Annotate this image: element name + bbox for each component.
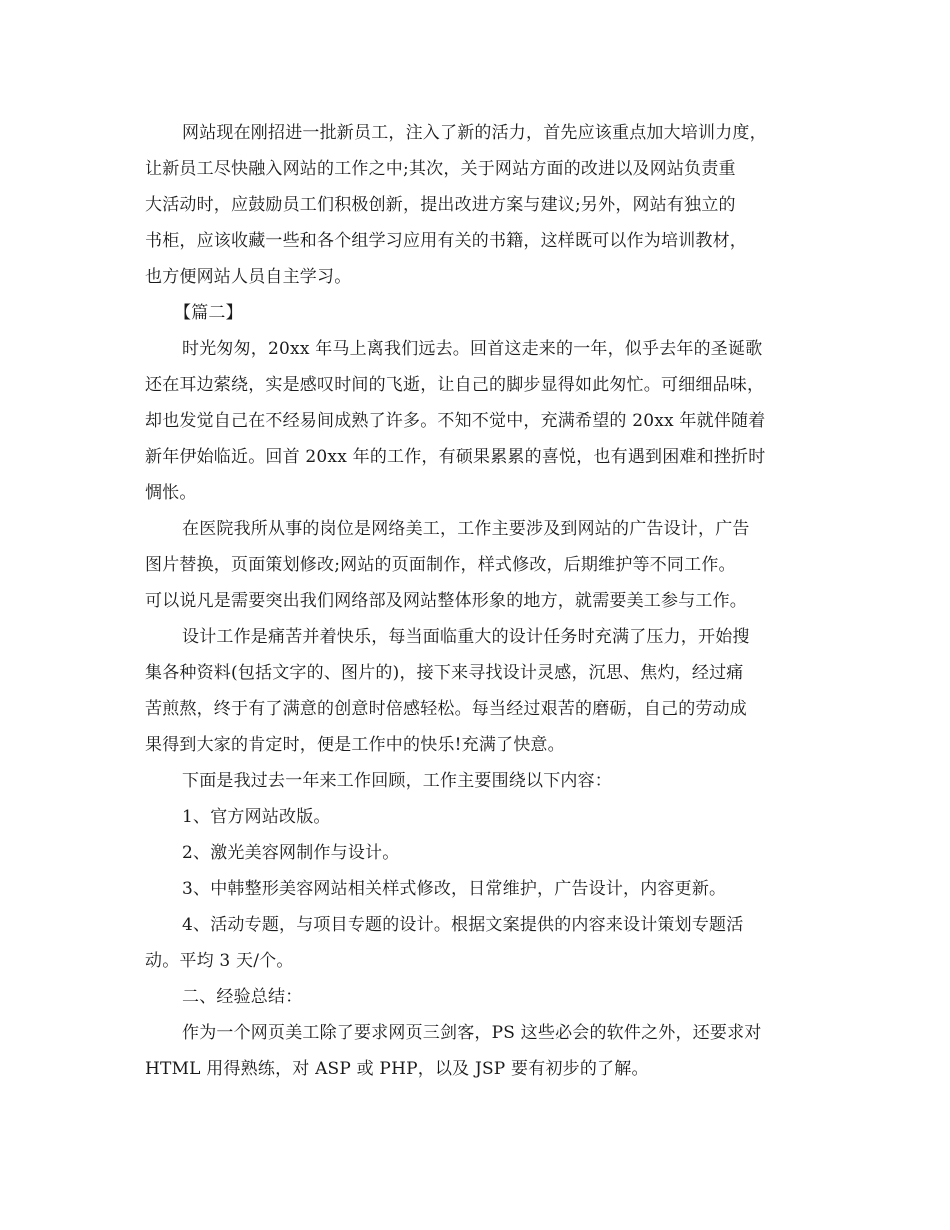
paragraph-1-line-1: 网站现在刚招进一批新员工，注入了新的活力，首先应该重点加大培训力度， <box>182 123 767 143</box>
list-item-4-line-2: 动。平均 3 天/个。 <box>145 951 294 971</box>
paragraph-2-line-4: 新年伊始临近。回首 20xx 年的工作，有硕果累累的喜悦，也有遇到困难和挫折时 <box>145 447 766 467</box>
paragraph-1-line-4: 书柜，应该收藏一些和各个组学习应用有关的书籍，这样既可以作为培训教材， <box>145 231 747 251</box>
list-item-1: 1、官方网站改版。 <box>182 807 331 827</box>
paragraph-3-line-2: 图片替换，页面策划修改;网站的页面制作，样式修改，后期维护等不同工作。 <box>145 555 736 575</box>
paragraph-2-line-2: 还在耳边萦绕，实是感叹时间的飞逝，让自己的脚步显得如此匆忙。可细细品味， <box>145 375 765 395</box>
subheading-experience-summary: 二、经验总结： <box>182 987 303 1007</box>
paragraph-3-line-3: 可以说凡是需要突出我们网络部及网站整体形象的地方，就需要美工参与工作。 <box>145 591 747 611</box>
paragraph-1-line-5: 也方便网站人员自主学习。 <box>145 267 352 287</box>
paragraph-2-line-1: 时光匆匆，20xx 年马上离我们远去。回首这走来的一年，似乎去年的圣诞歌 <box>182 339 763 359</box>
paragraph-1-line-2: 让新员工尽快融入网站的工作之中;其次，关于网站方面的改进以及网站负责重 <box>145 159 736 179</box>
paragraph-5-line-1: 作为一个网页美工除了要求网页三剑客，PS 这些必会的软件之外，还要求对 <box>182 1023 762 1043</box>
paragraph-4-line-4: 果得到大家的肯定时，便是工作中的快乐!充满了快意。 <box>145 735 565 755</box>
paragraph-4-line-1: 设计工作是痛苦并着快乐，每当面临重大的设计任务时充满了压力，开始搜 <box>182 627 750 647</box>
paragraph-4-line-3: 苦煎熬，终于有了满意的创意时倍感轻松。每当经过艰苦的磨砺，自己的劳动成 <box>145 699 747 719</box>
paragraph-4-line-2: 集各种资料(包括文字的、图片的)，接下来寻找设计灵感，沉思、焦灼，经过痛 <box>145 663 744 683</box>
intro-line: 下面是我过去一年来工作回顾，工作主要围绕以下内容： <box>182 771 612 791</box>
paragraph-3-line-1: 在医院我所从事的岗位是网络美工，工作主要涉及到网站的广告设计，广告 <box>182 519 750 539</box>
paragraph-2-line-3: 却也发觉自己在不经易间成熟了许多。不知不觉中，充满希望的 20xx 年就伴随着 <box>145 411 766 431</box>
paragraph-2-line-5: 惆怅。 <box>145 483 197 503</box>
list-item-4-line-1: 4、活动专题，与项目专题的设计。根据文案提供的内容来设计策划专题活 <box>182 915 744 935</box>
list-item-3: 3、中韩整形美容网站相关样式修改，日常维护，广告设计，内容更新。 <box>182 879 727 899</box>
paragraph-1-line-3: 大活动时，应鼓励员工们积极创新，提出改进方案与建议;另外，网站有独立的 <box>145 195 736 215</box>
section-heading: 【篇二】 <box>174 303 243 323</box>
list-item-2: 2、激光美容网制作与设计。 <box>182 843 400 863</box>
paragraph-5-line-2: HTML 用得熟练，对 ASP 或 PHP，以及 JSP 要有初步的了解。 <box>145 1059 649 1079</box>
